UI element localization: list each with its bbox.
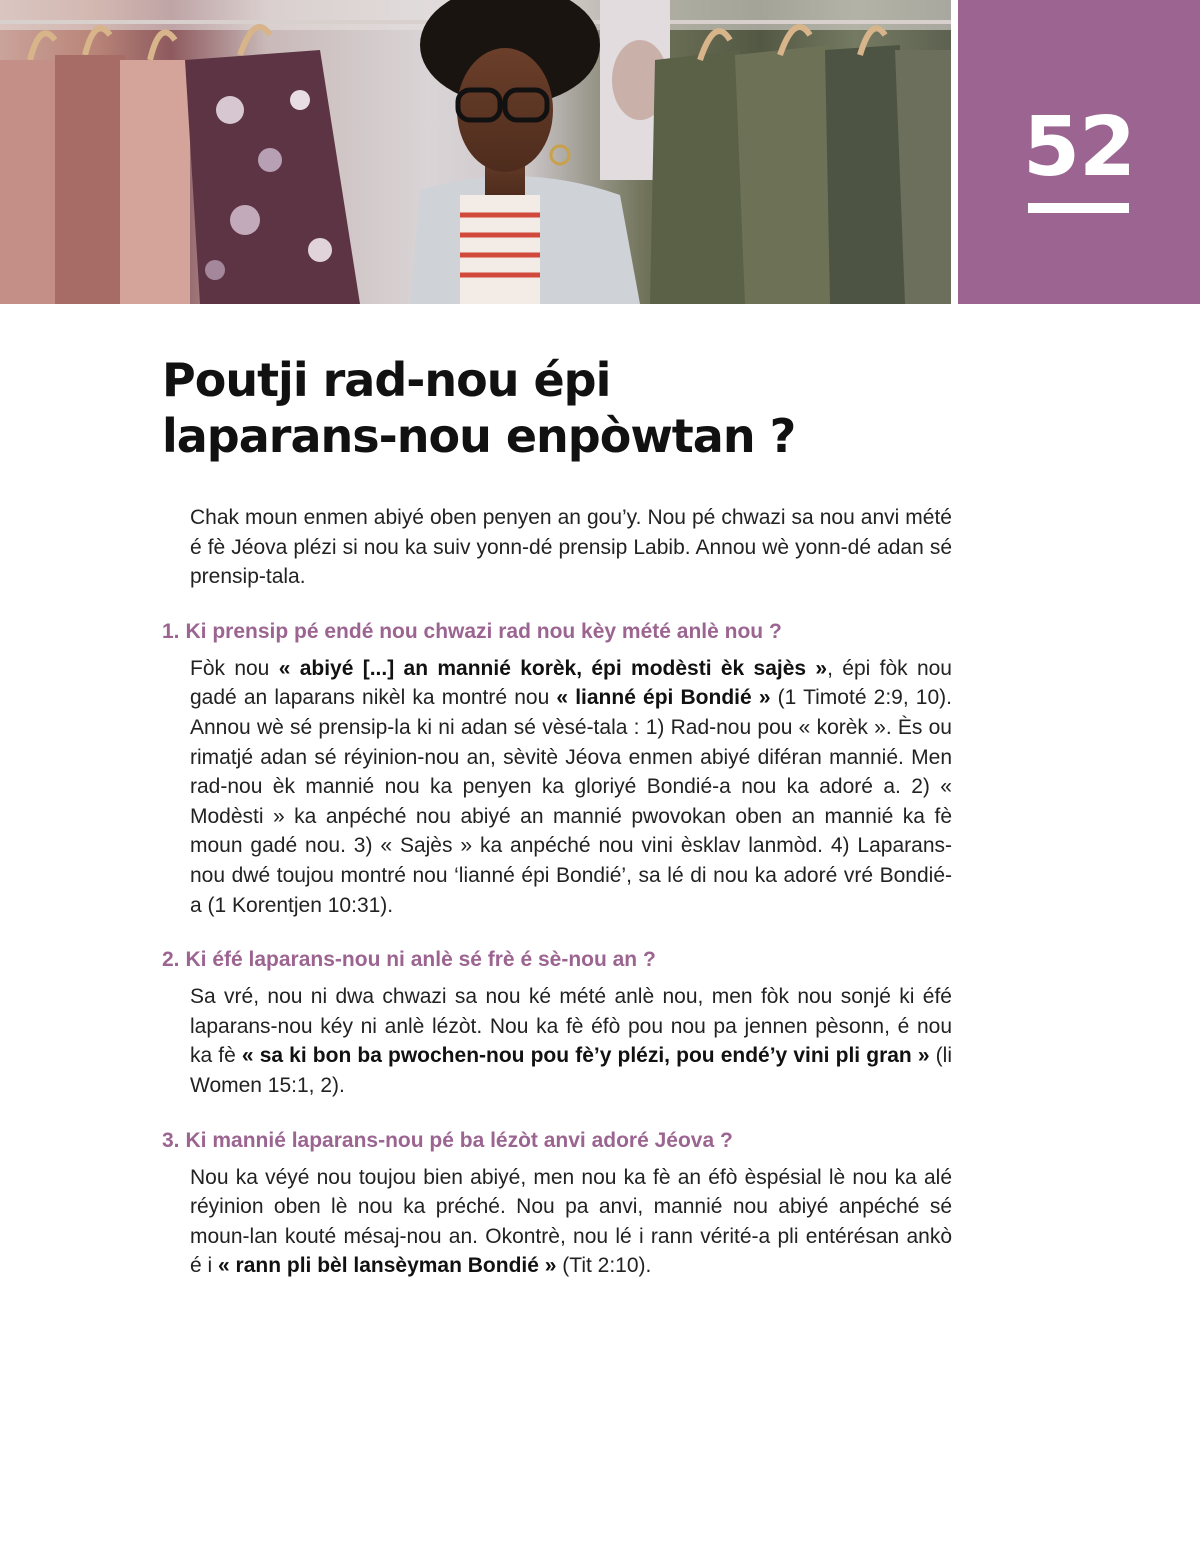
answer-1-paragraph — [190, 654, 952, 920]
question-3-text: Ki mannié laparans-nou pé ba lézòt anvi adoré Jéova ? — [185, 1128, 733, 1152]
question-1-text: Ki prensip pé endé nou chwazi rad nou kèy mété anlè nou ? — [185, 619, 782, 643]
intro-paragraph: Chak moun enmen abiyé oben penyen an gou’y. Nou pé chwazi sa nou anvi mété é fè Jéova plézi si nou ka suiv yonn-dé prensip Labib. Annou wè yonn-dé adan sé prensip-tala. — [190, 506, 952, 589]
question-3-number: 3. — [162, 1128, 180, 1152]
answer-2-paragraph — [190, 982, 952, 1100]
answer-2-quote-1: « sa ki bon ba pwochen-nou pou fè’y plézi, pou endé’y vini pli gran » — [241, 1044, 930, 1068]
title-line-2: laparans-nou enpòwtan ? — [162, 409, 796, 463]
answer-1-quote-2: « lianné épi Bondié » — [556, 686, 771, 710]
lesson-number-badge — [958, 0, 1200, 304]
title-line-1: Poutji rad-nou épi — [162, 353, 611, 407]
answer-1-text-3: (1 Timoté 2:9, 10). Annou wè sé prensip-la ki ni adan sé vèsé-tala : 1) Rad-nou pou « korèk ». Ès ou rimatjé adan sé réyinion-nou an, sèvitè Jéova enmen abiyé diféran mannié. Men rad-nou èk mannié nou ka penyen ka gloriyé Bondié-a nou ka adoré a. 2) « Modèsti » ka anpéché nou abiyé an mannié pwovokan oben an mannié ka fè moun gadé nou. 3) « Sajès » ka anpéché nou vini èsklav lanmòd. 4) Laparans-nou dwé toujou montré nou ‘lianné épi Bondié’, sa lé di nou ka adoré vré Bondié-a (1 Korentjen 10:31). — [190, 686, 952, 917]
badge-underline — [1028, 203, 1129, 213]
question-2-text: Ki éfé laparans-nou ni anlè sé frè é sè-nou an ? — [185, 948, 656, 972]
answer-3-paragraph — [190, 1163, 952, 1281]
question-1-heading — [162, 618, 952, 646]
page-title — [162, 352, 922, 464]
answer-1-quote-1: « abiyé [...] an mannié korèk, épi modèsti èk sajès » — [278, 656, 828, 680]
question-2-heading — [162, 946, 952, 974]
question-1-number: 1. — [162, 619, 180, 643]
lesson-body — [162, 503, 952, 1281]
question-3-heading — [162, 1127, 952, 1155]
header-photo — [0, 0, 951, 304]
answer-2-text-2: (li Women 15:1, 2). — [190, 1044, 952, 1097]
lesson-number: 52 — [1022, 100, 1136, 195]
answer-1-text-2: , épi fòk nou gadé an laparans nikèl ka montré nou — [190, 656, 952, 710]
clothing-rack-illustration — [0, 0, 951, 304]
answer-3-quote-1: « rann pli bèl lansèyman Bondié » — [218, 1254, 557, 1278]
answer-3-text-1: Nou ka véyé nou toujou bien abiyé, men nou ka fè an éfò èspésial lè nou ka alé réyinion oben lè nou ka préché. Nou pa anvi, mannié nou abiyé anpéché sé moun-lan kouté mésaj-nou an. Okontrè, nou lé i rann vérité-a pli entérésan ankò é i — [190, 1165, 952, 1278]
answer-1-text-1: Fòk nou — [190, 656, 279, 680]
question-2-number: 2. — [162, 948, 180, 972]
answer-3-text-2: (Tit 2:10). — [556, 1254, 652, 1278]
answer-2-text-1: Sa vré, nou ni dwa chwazi sa nou ké mété anlè nou, men fòk nou sonjé ki éfé laparans-nou kéy ni anlè lézòt. Nou ka fè éfò pou nou pa jennen pèsonn, é nou ka fè — [190, 985, 952, 1068]
